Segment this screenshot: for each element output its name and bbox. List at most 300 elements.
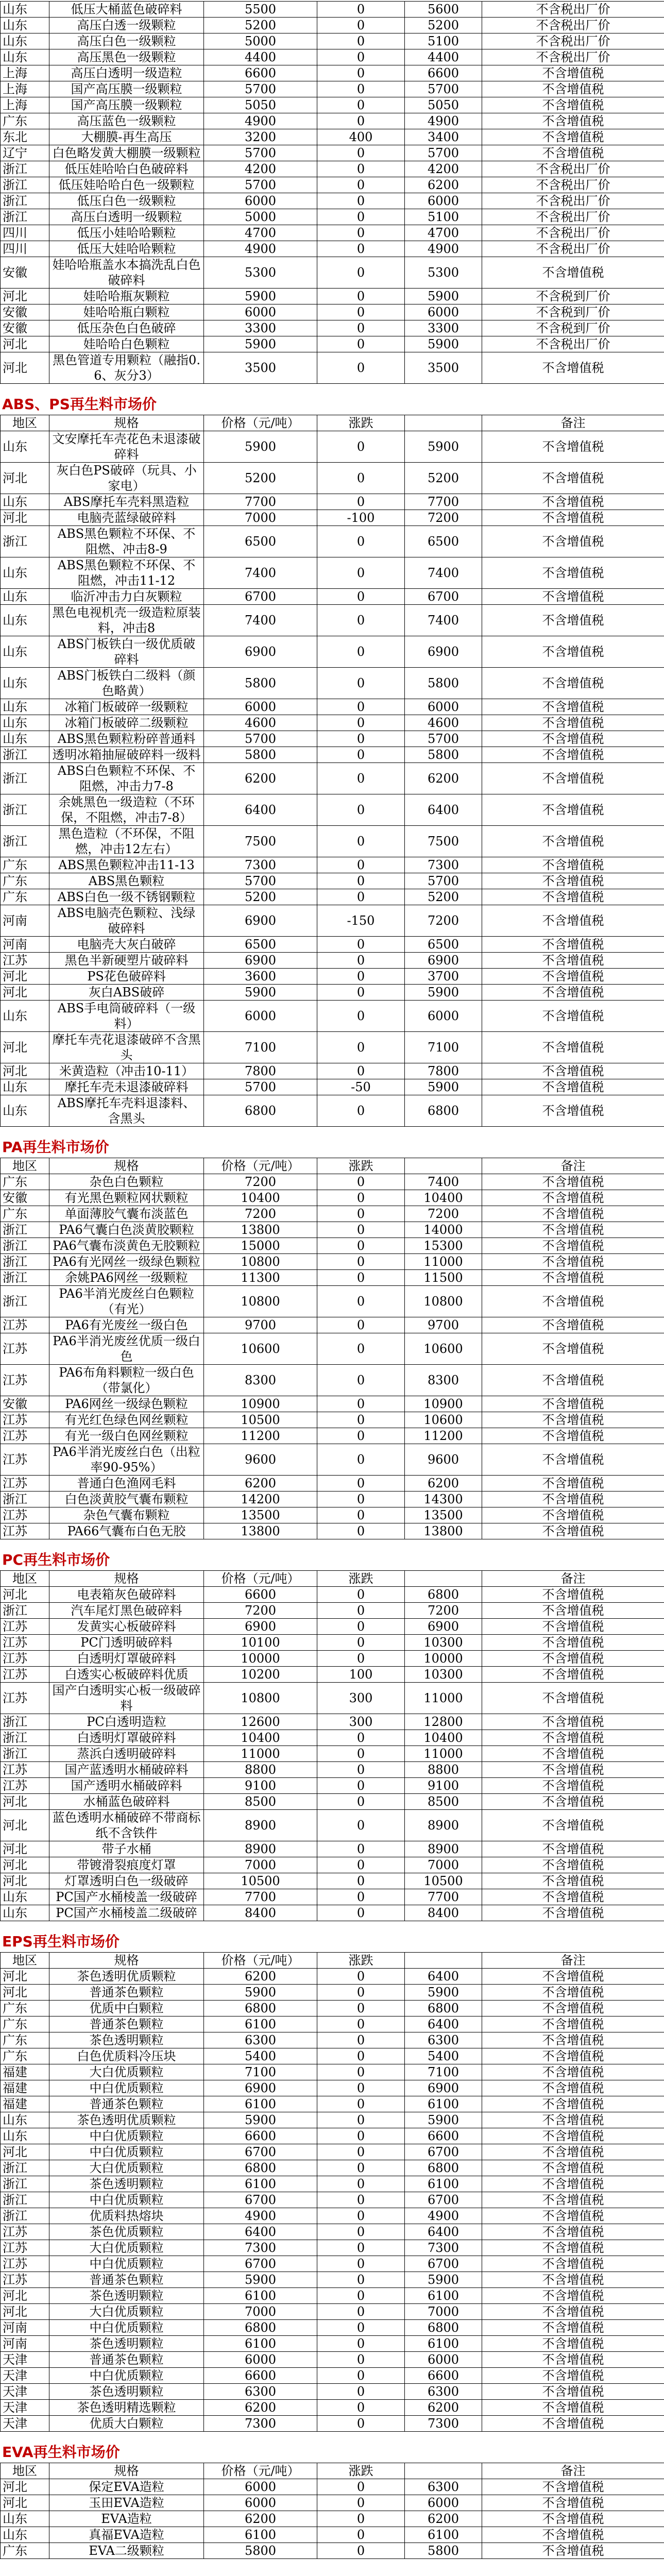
price-cell: 6700 [204, 589, 317, 605]
price-cell: 6900 [204, 2080, 317, 2096]
region-cell: 浙江 [1, 209, 49, 225]
price-cell: 5700 [204, 81, 317, 97]
prev-price-cell: 6300 [405, 2479, 482, 2495]
spec-cell: ABS黑色颗粒粉碎普通料 [49, 731, 204, 747]
price-cell: 5200 [204, 889, 317, 905]
price-cell: 9600 [204, 1444, 317, 1476]
region-cell: 江苏 [1, 1476, 49, 1492]
prev-price-cell: 7200 [405, 510, 482, 526]
change-cell: 0 [317, 605, 405, 636]
table-row [1, 747, 664, 763]
note-cell: 不含增值税 [482, 1286, 664, 1317]
note-cell: 不含增值税 [482, 668, 664, 699]
spec-cell: 普通茶色颗粒 [49, 2016, 204, 2032]
note-cell: 不含增值税 [482, 1985, 664, 2001]
table-row [1, 193, 664, 209]
region-cell: 山东 [1, 731, 49, 747]
prev-price-cell: 5700 [405, 873, 482, 889]
price-cell: 10800 [204, 1683, 317, 1714]
region-cell: 江苏 [1, 953, 49, 969]
region-cell: 山东 [1, 494, 49, 510]
spec-cell: 黑色管道专用颗粒（融指0.6、灰分3） [49, 352, 204, 384]
note-cell: 不含增值税 [482, 1507, 664, 1523]
price-cell: 5700 [204, 731, 317, 747]
change-cell: 0 [317, 937, 405, 953]
region-cell: 山东 [1, 557, 49, 589]
note-cell: 不含增值税 [482, 494, 664, 510]
price-cell: 7100 [204, 2064, 317, 2080]
note-cell: 不含增值税 [482, 1365, 664, 1396]
change-cell: 0 [317, 2240, 405, 2256]
change-cell: 0 [317, 336, 405, 352]
region-cell: 上海 [1, 81, 49, 97]
note-cell: 不含增值税 [482, 463, 664, 494]
price-cell: 6200 [204, 2511, 317, 2527]
spec-cell: 娃哈哈瓶白颗粒 [49, 304, 204, 320]
price-cell: 7000 [204, 510, 317, 526]
spec-cell: 大白优质颗粒 [49, 2064, 204, 2080]
table-row [1, 2511, 664, 2527]
spec-cell: 优质料热熔块 [49, 2208, 204, 2224]
price-cell: 14200 [204, 1492, 317, 1507]
region-cell: 山东 [1, 668, 49, 699]
table-row [1, 2112, 664, 2128]
table-row [1, 2001, 664, 2016]
table-row [1, 1286, 664, 1317]
table-row [1, 905, 664, 937]
prev-price-cell: 3700 [405, 969, 482, 985]
region-cell: 天津 [1, 2352, 49, 2368]
change-cell: 0 [317, 2288, 405, 2304]
table-row [1, 289, 664, 304]
region-cell: 浙江 [1, 526, 49, 557]
region-cell: 河北 [1, 2288, 49, 2304]
table-row [1, 2128, 664, 2144]
price-cell: 6300 [204, 2032, 317, 2048]
change-cell: 0 [317, 857, 405, 873]
change-cell: 0 [317, 1206, 405, 1222]
table-row [1, 1762, 664, 1778]
prev-price-cell: 5900 [405, 1079, 482, 1095]
price-cell: 6600 [204, 65, 317, 81]
spec-cell: 中白优质颗粒 [49, 2080, 204, 2096]
spec-cell: 国产白透明实心板一级破碎料 [49, 1683, 204, 1714]
region-cell: 河北 [1, 510, 49, 526]
spec-cell: 普通茶色颗粒 [49, 2096, 204, 2112]
table-row [1, 177, 664, 193]
price-cell: 10400 [204, 1190, 317, 1206]
table-row [1, 2352, 664, 2368]
region-cell: 浙江 [1, 747, 49, 763]
price-cell: 8400 [204, 1905, 317, 1921]
spec-cell: 优质中白颗粒 [49, 2001, 204, 2016]
region-cell: 山东 [1, 715, 49, 731]
spec-cell: PC门透明破碎料 [49, 1635, 204, 1651]
note-cell: 不含增值税 [482, 1778, 664, 1794]
table-row [1, 225, 664, 241]
region-cell: 河北 [1, 1969, 49, 1985]
note-cell: 不含税到厂价 [482, 289, 664, 304]
change-cell: 0 [317, 2128, 405, 2144]
table-row [1, 1001, 664, 1032]
prev-price-cell: 5900 [405, 1985, 482, 2001]
region-cell: 河北 [1, 1873, 49, 1889]
region-cell: 河北 [1, 289, 49, 304]
region-cell: 安徽 [1, 257, 49, 289]
spec-cell: ABS摩托车壳料退漆料、含黑头 [49, 1095, 204, 1127]
spec-cell: PA6有光网丝一级绿色颗粒 [49, 1254, 204, 1270]
spec-cell: 国产高压膜一级颗粒 [49, 81, 204, 97]
spec-cell: 临沂冲击力白灰颗粒 [49, 589, 204, 605]
note-cell: 不含增值税 [482, 1254, 664, 1270]
prev-price-cell: 7200 [405, 1603, 482, 1619]
note-cell: 不含增值税 [482, 1523, 664, 1539]
table-row [1, 1063, 664, 1079]
change-cell: 0 [317, 2352, 405, 2368]
spec-cell: 茶色透明优质颗粒 [49, 2112, 204, 2128]
prev-price-cell: 7400 [405, 557, 482, 589]
price-cell: 5800 [204, 668, 317, 699]
spec-cell: 白色略发黄大棚膜一级颗粒 [49, 145, 204, 161]
note-cell: 不含增值税 [482, 1001, 664, 1032]
change-cell: 0 [317, 1889, 405, 1905]
note-cell: 不含增值税 [482, 985, 664, 1001]
prev-price-cell: 7800 [405, 1063, 482, 1079]
price-cell: 7500 [204, 826, 317, 857]
change-cell: 0 [317, 2048, 405, 2064]
table-row [1, 2527, 664, 2543]
region-cell: 江苏 [1, 2240, 49, 2256]
spec-cell: 文安摩托车壳花色未退漆破碎料 [49, 431, 204, 463]
table-row [1, 1794, 664, 1810]
prev-price-cell: 6800 [405, 1587, 482, 1603]
region-cell: 山东 [1, 1889, 49, 1905]
spec-cell: 茶色透明优质颗粒 [49, 1969, 204, 1985]
table-row [1, 1222, 664, 1238]
prev-price-cell: 6800 [405, 2001, 482, 2016]
region-cell: 四川 [1, 225, 49, 241]
price-cell: 6500 [204, 526, 317, 557]
prev-price-cell: 4900 [405, 241, 482, 257]
price-cell: 10400 [204, 1730, 317, 1746]
change-cell: 0 [317, 1905, 405, 1921]
prev-price-cell: 6400 [405, 2016, 482, 2032]
table-row [1, 1905, 664, 1921]
table-row [1, 1476, 664, 1492]
prev-price-cell: 7000 [405, 2304, 482, 2320]
table-row [1, 209, 664, 225]
spec-cell: 电脑壳大灰白破碎 [49, 937, 204, 953]
price-cell: 13800 [204, 1222, 317, 1238]
note-cell: 不含增值税 [482, 969, 664, 985]
change-cell: 0 [317, 431, 405, 463]
price-cell: 6400 [204, 2224, 317, 2240]
price-cell: 6600 [204, 2128, 317, 2144]
prev-price-cell: 6500 [405, 526, 482, 557]
price-cell: 10500 [204, 1412, 317, 1428]
prev-price-cell: 6500 [405, 937, 482, 953]
spec-cell: 高压黑色一级颗粒 [49, 49, 204, 65]
price-cell: 6600 [204, 1587, 317, 1603]
region-cell: 河北 [1, 2495, 49, 2511]
table-row [1, 937, 664, 953]
note-cell: 不含增值税 [482, 589, 664, 605]
price-cell: 3600 [204, 969, 317, 985]
change-cell: 0 [317, 65, 405, 81]
table-row [1, 2320, 664, 2336]
prev-price-cell: 10000 [405, 1651, 482, 1667]
price-table-top [0, 1, 664, 384]
change-cell: 0 [317, 2400, 405, 2416]
table-row [1, 1444, 664, 1476]
prev-price-cell: 15300 [405, 1238, 482, 1254]
prev-price-cell: 6800 [405, 2160, 482, 2176]
price-cell: 7700 [204, 494, 317, 510]
note-cell: 不含税出厂价 [482, 225, 664, 241]
change-cell: 0 [317, 304, 405, 320]
note-cell: 不含增值税 [482, 2240, 664, 2256]
spec-cell: 黑色半新硬塑片破碎料 [49, 953, 204, 969]
change-cell: 0 [317, 1095, 405, 1127]
table-row [1, 1079, 664, 1095]
change-cell: 0 [317, 2495, 405, 2511]
prev-price-cell: 9600 [405, 1444, 482, 1476]
change-cell: 0 [317, 2112, 405, 2128]
table-row [1, 589, 664, 605]
spec-cell: 玉田EVA造粒 [49, 2495, 204, 2511]
note-cell: 不含增值税 [482, 145, 664, 161]
header-spec: 规格 [49, 1953, 204, 1969]
price-cell: 5700 [204, 873, 317, 889]
region-cell: 江苏 [1, 1507, 49, 1523]
change-cell: 0 [317, 2208, 405, 2224]
price-cell: 6700 [204, 2144, 317, 2160]
note-cell: 不含增值税 [482, 1794, 664, 1810]
prev-price-cell: 6200 [405, 1476, 482, 1492]
change-cell: 0 [317, 2320, 405, 2336]
note-cell: 不含增值税 [482, 2080, 664, 2096]
prev-price-cell: 10400 [405, 1730, 482, 1746]
price-cell: 15000 [204, 1238, 317, 1254]
region-cell: 江苏 [1, 1412, 49, 1428]
table-row [1, 2288, 664, 2304]
table-row [1, 1619, 664, 1635]
change-cell: 0 [317, 826, 405, 857]
price-cell: 9700 [204, 1317, 317, 1333]
region-cell: 山东 [1, 18, 49, 33]
region-cell: 广东 [1, 2048, 49, 2064]
change-cell: 0 [317, 763, 405, 794]
header-spec: 规格 [49, 1571, 204, 1587]
price-cell: 4400 [204, 49, 317, 65]
price-cell: 6000 [204, 304, 317, 320]
prev-price-cell: 5800 [405, 747, 482, 763]
prev-price-cell: 5100 [405, 209, 482, 225]
price-cell: 5700 [204, 177, 317, 193]
price-cell: 10900 [204, 1396, 317, 1412]
header-note: 备注 [482, 415, 664, 431]
change-cell: 0 [317, 794, 405, 826]
table-row [1, 1254, 664, 1270]
change-cell: 0 [317, 747, 405, 763]
note-cell: 不含增值税 [482, 1810, 664, 1841]
change-cell: 0 [317, 1032, 405, 1063]
price-cell: 5000 [204, 209, 317, 225]
change-cell: 0 [317, 18, 405, 33]
note-cell: 不含税到厂价 [482, 304, 664, 320]
header-region: 地区 [1, 1953, 49, 1969]
change-cell: 0 [317, 2160, 405, 2176]
table-row [1, 81, 664, 97]
change-cell: 0 [317, 2256, 405, 2272]
prev-price-cell: 6000 [405, 1001, 482, 1032]
region-cell: 江苏 [1, 1683, 49, 1714]
table-row [1, 2208, 664, 2224]
price-cell: 6900 [204, 636, 317, 668]
prev-price-cell: 6600 [405, 2368, 482, 2384]
price-cell: 4900 [204, 241, 317, 257]
sections-container [0, 384, 664, 2559]
spec-cell: PA6半消光废丝优质一级白色 [49, 1333, 204, 1365]
spec-cell: ABS门板铁白一级优质破碎料 [49, 636, 204, 668]
note-cell: 不含增值税 [482, 1714, 664, 1730]
table-row [1, 1492, 664, 1507]
region-cell: 广东 [1, 113, 49, 129]
spec-cell: 低压大娃哈哈颗粒 [49, 241, 204, 257]
note-cell: 不含增值税 [482, 731, 664, 747]
spec-cell: ABS黑色颗粒 [49, 873, 204, 889]
prev-price-cell: 9100 [405, 1778, 482, 1794]
note-cell: 不含增值税 [482, 747, 664, 763]
change-cell: 0 [317, 1174, 405, 1190]
price-cell: 8900 [204, 1841, 317, 1857]
section-title: EVA再生料市场价 [2, 2444, 120, 2461]
prev-price-cell: 5800 [405, 668, 482, 699]
spec-cell: 中白优质颗粒 [49, 2144, 204, 2160]
table-row [1, 2240, 664, 2256]
spec-cell: PA66气囊布白色无胶 [49, 1523, 204, 1539]
spec-cell: 中白优质颗粒 [49, 2192, 204, 2208]
spec-cell: PA6布角料颗粒一级白色（带氯化） [49, 1365, 204, 1396]
table-row [1, 1206, 664, 1222]
table-row [1, 668, 664, 699]
table-row [1, 241, 664, 257]
spec-cell: 大白优质颗粒 [49, 2240, 204, 2256]
region-cell: 山东 [1, 2, 49, 18]
table-row [1, 431, 664, 463]
region-cell: 浙江 [1, 177, 49, 193]
note-cell: 不含增值税 [482, 2176, 664, 2192]
prev-price-cell: 7500 [405, 826, 482, 857]
spec-cell: PC国产水桶棱盖一级破碎 [49, 1889, 204, 1905]
change-cell: 0 [317, 1857, 405, 1873]
table-row [1, 161, 664, 177]
table-header-row [1, 1571, 664, 1587]
region-cell: 江苏 [1, 2224, 49, 2240]
region-cell: 广东 [1, 2016, 49, 2032]
note-cell: 不含增值税 [482, 2001, 664, 2016]
price-cell: 6100 [204, 2176, 317, 2192]
prev-price-cell: 6900 [405, 1619, 482, 1635]
prev-price-cell: 5200 [405, 463, 482, 494]
price-cell: 6900 [204, 953, 317, 969]
spec-cell: 蒸浜白透明破碎料 [49, 1746, 204, 1762]
spec-cell: ABS手电筒破碎料（一级料） [49, 1001, 204, 1032]
price-cell: 7400 [204, 557, 317, 589]
spec-cell: 国产透明水桶破碎料 [49, 1778, 204, 1794]
table-row [1, 2192, 664, 2208]
note-cell: 不含税出厂价 [482, 33, 664, 49]
table-row [1, 1873, 664, 1889]
spec-cell: 余姚黑色一级造粒（不环保，不阻燃，冲击7-8） [49, 794, 204, 826]
table-row [1, 65, 664, 81]
change-cell: 0 [317, 2144, 405, 2160]
prev-price-cell: 10900 [405, 1396, 482, 1412]
table-row [1, 2400, 664, 2416]
region-cell: 河南 [1, 937, 49, 953]
prev-price-cell: 10300 [405, 1635, 482, 1651]
note-cell: 不含增值税 [482, 557, 664, 589]
section-title: PC再生料市场价 [2, 1551, 110, 1568]
table-row [1, 1270, 664, 1286]
region-cell: 山东 [1, 1095, 49, 1127]
region-cell: 江苏 [1, 1619, 49, 1635]
table-row [1, 2160, 664, 2176]
note-cell: 不含增值税 [482, 2192, 664, 2208]
region-cell: 福建 [1, 2080, 49, 2096]
prev-price-cell: 11000 [405, 1683, 482, 1714]
note-cell: 不含增值税 [482, 953, 664, 969]
change-cell: 0 [317, 1412, 405, 1428]
prev-price-cell: 6200 [405, 2511, 482, 2527]
region-cell: 浙江 [1, 161, 49, 177]
price-cell: 9100 [204, 1778, 317, 1794]
region-cell: 河北 [1, 2304, 49, 2320]
price-cell: 5300 [204, 257, 317, 289]
note-cell: 不含增值税 [482, 129, 664, 145]
region-cell: 江苏 [1, 1523, 49, 1539]
table-row [1, 1365, 664, 1396]
change-cell: 0 [317, 33, 405, 49]
note-cell: 不含增值税 [482, 1032, 664, 1063]
table-row [1, 1412, 664, 1428]
note-cell: 不含增值税 [482, 1587, 664, 1603]
note-cell: 不含增值税 [482, 2048, 664, 2064]
spec-cell: 真福EVA造粒 [49, 2527, 204, 2543]
spec-cell: 大白优质颗粒 [49, 2304, 204, 2320]
region-cell: 广东 [1, 2001, 49, 2016]
change-cell: 0 [317, 1969, 405, 1985]
region-cell: 浙江 [1, 1286, 49, 1317]
section-gap [0, 384, 664, 394]
prev-price-cell: 7200 [405, 1206, 482, 1222]
table-row [1, 97, 664, 113]
note-cell: 不含增值税 [482, 1174, 664, 1190]
header-note: 备注 [482, 1158, 664, 1174]
spec-cell: 茶色优质颗粒 [49, 2224, 204, 2240]
table-row [1, 2016, 664, 2032]
header-prev [405, 415, 482, 431]
price-cell: 5900 [204, 431, 317, 463]
spec-cell: 中白优质颗粒 [49, 2256, 204, 2272]
note-cell: 不含增值税 [482, 2112, 664, 2128]
price-cell: 6800 [204, 2001, 317, 2016]
prev-price-cell: 14000 [405, 1222, 482, 1238]
prev-price-cell: 11200 [405, 1428, 482, 1444]
spec-cell: 白透明灯罩破碎料 [49, 1651, 204, 1667]
change-cell: 0 [317, 1254, 405, 1270]
price-cell: 7100 [204, 1032, 317, 1063]
